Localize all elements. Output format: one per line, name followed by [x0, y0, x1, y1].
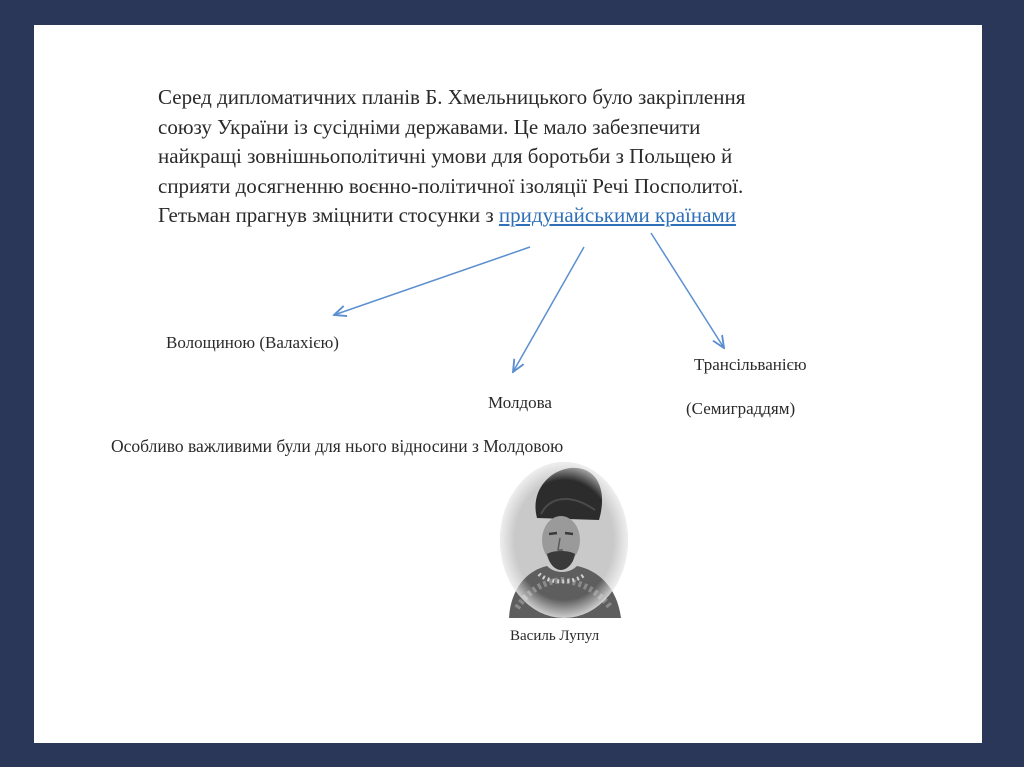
arrows-layer: [34, 25, 982, 743]
label-wallachia: Волощиною (Валахією): [166, 333, 339, 352]
arrow-to-moldova: [513, 247, 584, 372]
label-moldova: Молдова: [488, 393, 552, 412]
paragraph-line-prefix: Гетьман прагнув зміцнити стосунки з: [158, 203, 499, 227]
paragraph-line: Серед дипломатичних планів Б. Хмельницького було закріплення: [158, 85, 746, 109]
paragraph-line: найкращі зовнішньополітичні умови для боротьби з Польщею й: [158, 144, 733, 168]
danube-countries-link[interactable]: придунайськими країнами: [498, 203, 736, 227]
arrow-to-transylvania: [651, 233, 724, 348]
vasile-lupu-portrait: [499, 458, 629, 618]
moldova-note: Особливо важливими були для нього відносини з Молдовою: [111, 436, 564, 456]
portrait-caption: Василь Лупул: [510, 628, 600, 644]
slide: [34, 25, 982, 743]
paragraph-line: союзу України із сусідніми державами. Це мало забезпечити: [158, 114, 701, 139]
label-transylvania-alt: (Семиграддям): [686, 399, 796, 418]
label-transylvania: Трансільванією: [694, 355, 807, 374]
arrow-to-wallachia: [334, 247, 530, 315]
paragraph-line: сприяти досягненню воєнно-політичної ізоляції Речі Посполитої.: [158, 173, 744, 198]
